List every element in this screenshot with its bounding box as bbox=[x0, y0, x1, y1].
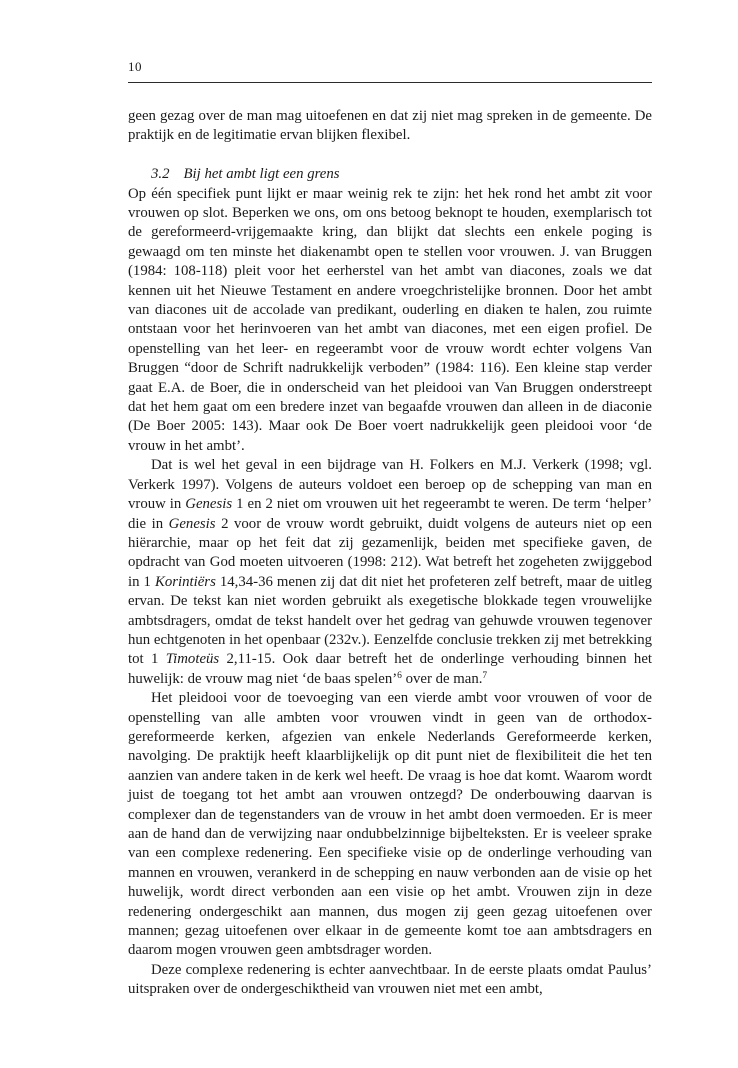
paragraph-continuation bbox=[128, 107, 652, 146]
text-run: Op één specifiek punt lijkt er maar weinig rek te zijn: het hek rond het ambt zit voor vrouwen op slot. Beperken we ons, om ons betoog beknopt te houden, exemplarisch tot de gereformeerd-vrijgemaakte kring, dan blijkt dat slechts een enkele poging is gewaagd om ten minste het diakenambt open te stellen voor vrouwen. J. van Bruggen (1984: 108-118) pleit voor het eerherstel van het ambt van diacones, zoals we dat kennen uit het Nieuwe Testament en andere vroegchristelijke bronnen. Door het ambt van diacones uit de accolade van predikant, ouderling en diaken te halen, zou ruimte ontstaan voor het herinvoeren van het ambt van diacones, met een eigen profiel. De openstelling van het leer- en regeerambt voor de vrouw wordt echter volgens Van Bruggen “door de Schrift nadrukkelijk verboden” (1984: 116). Een kleine stap verder gaat E.A. de Boer, die in onderscheid van het pleidooi van Van Bruggen onderstreept dat het hem gaat om een bredere inzet van begaafde vrouwen dan alleen in de diaconie (De Boer 2005: 143). Maar ook De Boer voert nadrukkelijk geen pleidooi voor ‘de vrouw in het ambt’. bbox=[128, 185, 652, 454]
paragraph bbox=[128, 456, 652, 689]
section-title: Bij het ambt ligt een grens bbox=[183, 166, 340, 183]
text-column bbox=[128, 58, 652, 1000]
text-run: 14,34-36 menen zij dat dit niet het profeteren zelf betreft, maar de uitleg ervan. De tekst kan niet worden gebruikt als exegetische blokkade tegen vrouwelijke ambtsdragers, omdat de tekst handelt over het gedrag van gehuwde vrouwen tegenover hun echtgenoten in het openbaar (232v.). Eenzelfde conclusie trekken zij met betrekking tot 1 bbox=[128, 573, 653, 668]
italic-term: Genesis bbox=[168, 515, 216, 532]
footnote-ref: 6 bbox=[397, 670, 402, 681]
text-run: Deze complexe redenering is echter aanvechtbaar. In de eerste plaats omdat Paulus’ uitspraken over de ondergeschiktheid van vrouwen niet met een ambt, bbox=[128, 961, 652, 998]
paragraph bbox=[128, 185, 652, 457]
page-header bbox=[128, 58, 652, 83]
text-run: 1 en 2 niet om vrouwen uit het regeerambt te weren. De term ‘helper’ die in bbox=[128, 496, 652, 532]
text-run: 2,11-15. Ook daar betreft het de onderlinge verhouding binnen het huwelijk: de vrouw mag niet ‘de baas spelen’ bbox=[128, 651, 652, 687]
text-run: over de man. bbox=[401, 670, 483, 687]
italic-term: Genesis bbox=[185, 496, 233, 513]
body-text bbox=[128, 107, 652, 1000]
italic-term: Korintiërs bbox=[154, 573, 216, 590]
text-run: Het pleidooi voor de toevoeging van een vierde ambt voor vrouwen of voor de openstelling van alle ambten voor vrouwen vindt in geen van de orthodox-gereformeerde kerken, afgezien van enkele Nederlands Gereformeerde kerken, navolging. De praktijk heeft klaarblijkelijk op dit punt niet de flexibiliteit die het ten aanzien van andere taken in de kerk wel heeft. De vraag is hoe dat komt. Waarom wordt juist de toegang tot het ambt aan vrouwen ontzegd? De onderbouwing daarvan is complexer dan de tegenstanders van de vrouw in het ambt doen vermoeden. Er is meer aan de hand dan de verwijzing naar ondubbelzinnige bijbelteksten. Er is veeleer sprake van een complexe redenering. Een specifieke visie op de onderlinge verhouding van mannen en vrouwen, verankerd in de schepping en nauw verbonden aan de visie op het huwelijk, wordt direct verbonden aan een visie op het ambt. Vrouwen zijn in deze redenering ondergeschikt aan mannen, dus mogen zij geen gezag uitoefenen over mannen; gezag uitoefenen over elkaar in de gemeente komt toe aan ambtsdragers en daarom mogen vrouwen geen ambtsdrager worden. bbox=[128, 690, 652, 959]
section-heading bbox=[128, 165, 652, 184]
paragraph bbox=[128, 961, 652, 1000]
text-run: geen gezag over de man mag uitoefenen en dat zij niet mag spreken in de gemeente. De praktijk en de legitimatie ervan blijken flexibel. bbox=[128, 108, 652, 144]
italic-term: Timoteüs bbox=[165, 651, 220, 668]
paragraph bbox=[128, 689, 652, 961]
page-number: 10 bbox=[128, 59, 142, 74]
footnote-ref: 7 bbox=[482, 670, 488, 681]
text-run: Dat is wel het geval in een bijdrage van H. Folkers en M.J. Verkerk (1998; vgl. Verkerk 1997). Volgens de auteurs voldoet een beroep op de schepping van man en vrouw in bbox=[128, 457, 652, 513]
text-run: 2 voor de vrouw wordt gebruikt, duidt volgens de auteurs niet op een hiërarchie, maar op het feit dat zij gezamenlijk, beiden met specifieke gaven, de opdracht van God moeten uitvoeren (1998: 212). Wat betreft het zogeheten zwijggebod in 1 bbox=[128, 515, 652, 590]
section-number: 3.2 bbox=[151, 166, 170, 183]
